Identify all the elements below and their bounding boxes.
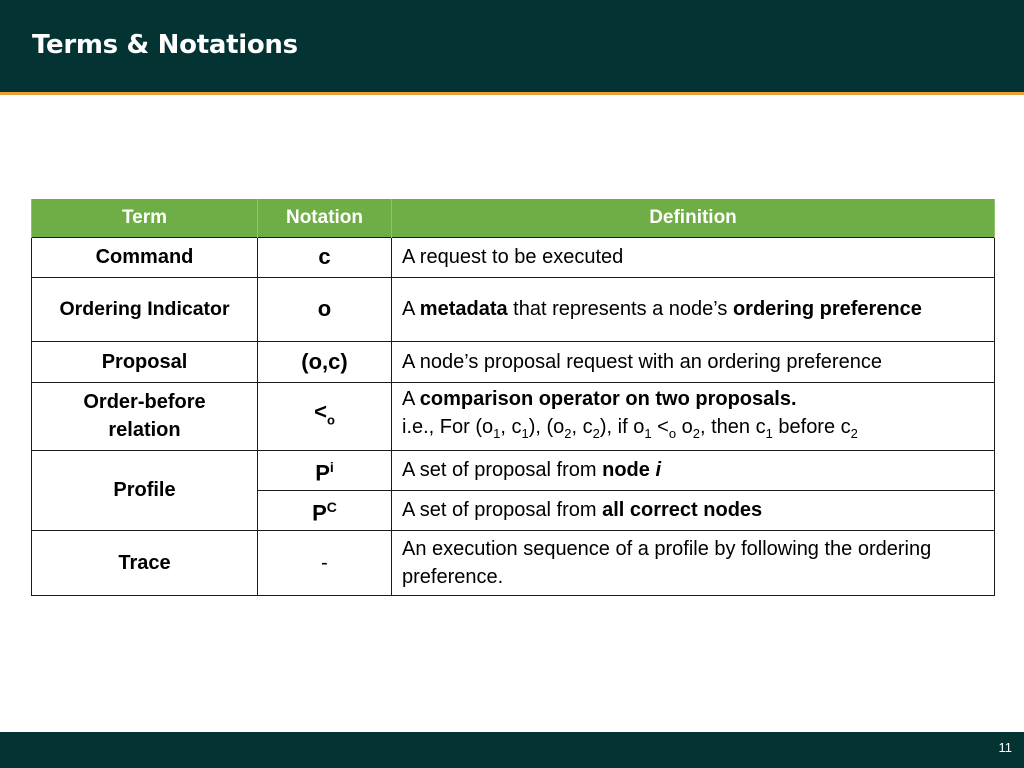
- term-cell: Command: [32, 237, 258, 277]
- notation-base: P: [312, 500, 327, 526]
- definition-cell: [392, 382, 995, 450]
- table-row-profile-node: [32, 450, 995, 490]
- definition-bold-italic-text: i: [655, 459, 662, 481]
- notation-cell: [258, 490, 392, 530]
- example-text: o: [676, 415, 693, 438]
- definition-bold-text: all correct nodes: [602, 499, 763, 521]
- example-subscript: 2: [564, 425, 572, 441]
- definition-bold-text: comparison operator on two proposals.: [419, 387, 797, 410]
- term-cell: [32, 382, 258, 450]
- notation-subscript: o: [326, 412, 335, 428]
- example-text: ), (o: [528, 415, 565, 438]
- example-subscript: 2: [692, 425, 700, 441]
- slide-title: Terms & Notations: [32, 30, 298, 60]
- table-row-trace: [32, 530, 995, 595]
- notation-superscript: C: [326, 498, 337, 515]
- example-text: , c: [571, 415, 593, 438]
- definition-cell: A request to be executed: [392, 237, 995, 277]
- example-text: i.e., For (o: [402, 415, 494, 438]
- example-text: , c: [500, 415, 522, 438]
- example-subscript: 1: [765, 425, 773, 441]
- example-text: , then c: [699, 415, 766, 438]
- term-line: relation: [108, 419, 181, 441]
- term-line: Order-before: [83, 391, 206, 413]
- notation-cell: o: [258, 277, 392, 341]
- definition-cell: A node’s proposal request with an ordering preference: [392, 341, 995, 382]
- title-bar: [0, 0, 1024, 95]
- term-cell: Proposal: [32, 341, 258, 382]
- header-notation: Notation: [258, 199, 392, 237]
- header-definition: Definition: [392, 199, 995, 237]
- example-text: before c: [772, 415, 851, 438]
- term-cell: Trace: [32, 530, 258, 595]
- table-header-row: [32, 199, 995, 237]
- page-number: 11: [998, 740, 1012, 755]
- footer-bar: [0, 732, 1024, 768]
- definition-text: that represents a node’s: [507, 298, 733, 320]
- notation-cell: -: [258, 530, 392, 595]
- table-row-proposal: [32, 341, 995, 382]
- definition-line: [402, 385, 984, 413]
- definition-bold-text: ordering preference: [732, 298, 922, 320]
- example-subscript: 1: [644, 425, 652, 441]
- term-cell: Ordering Indicator: [32, 277, 258, 341]
- table-row-order-before: [32, 382, 995, 450]
- term-cell: Profile: [32, 450, 258, 530]
- notation-base: P: [315, 460, 330, 486]
- notation-cell: (o,c): [258, 341, 392, 382]
- example-subscript: 2: [592, 425, 600, 441]
- example-subscript: 1: [493, 425, 501, 441]
- notation-superscript: i: [329, 458, 334, 475]
- example-text: <: [651, 415, 669, 438]
- definition-cell: [392, 450, 995, 490]
- table-row-ordering-indicator: [32, 277, 995, 341]
- definition-text: A: [402, 387, 420, 410]
- example-subscript: o: [668, 425, 677, 441]
- notation-base: <: [314, 398, 327, 424]
- definition-cell: [392, 277, 995, 341]
- definition-bold-text: metadata: [419, 298, 508, 320]
- example-subscript: 2: [850, 425, 858, 441]
- definition-cell: [392, 490, 995, 530]
- definition-text: A set of proposal from: [402, 499, 603, 521]
- notation-cell: [258, 450, 392, 490]
- example-subscript: 1: [521, 425, 529, 441]
- definition-text: A: [402, 298, 420, 320]
- header-term: Term: [32, 199, 258, 237]
- definition-text: A set of proposal from: [402, 459, 603, 481]
- definition-bold-text: node: [602, 459, 656, 481]
- notation-cell: c: [258, 237, 392, 277]
- definition-cell: An execution sequence of a profile by following the ordering preference.: [392, 530, 995, 595]
- table-row-command: [32, 237, 995, 277]
- example-text: ), if o: [599, 415, 645, 438]
- notation-cell: [258, 382, 392, 450]
- terms-table: [31, 199, 995, 596]
- definition-example-line: [402, 413, 984, 448]
